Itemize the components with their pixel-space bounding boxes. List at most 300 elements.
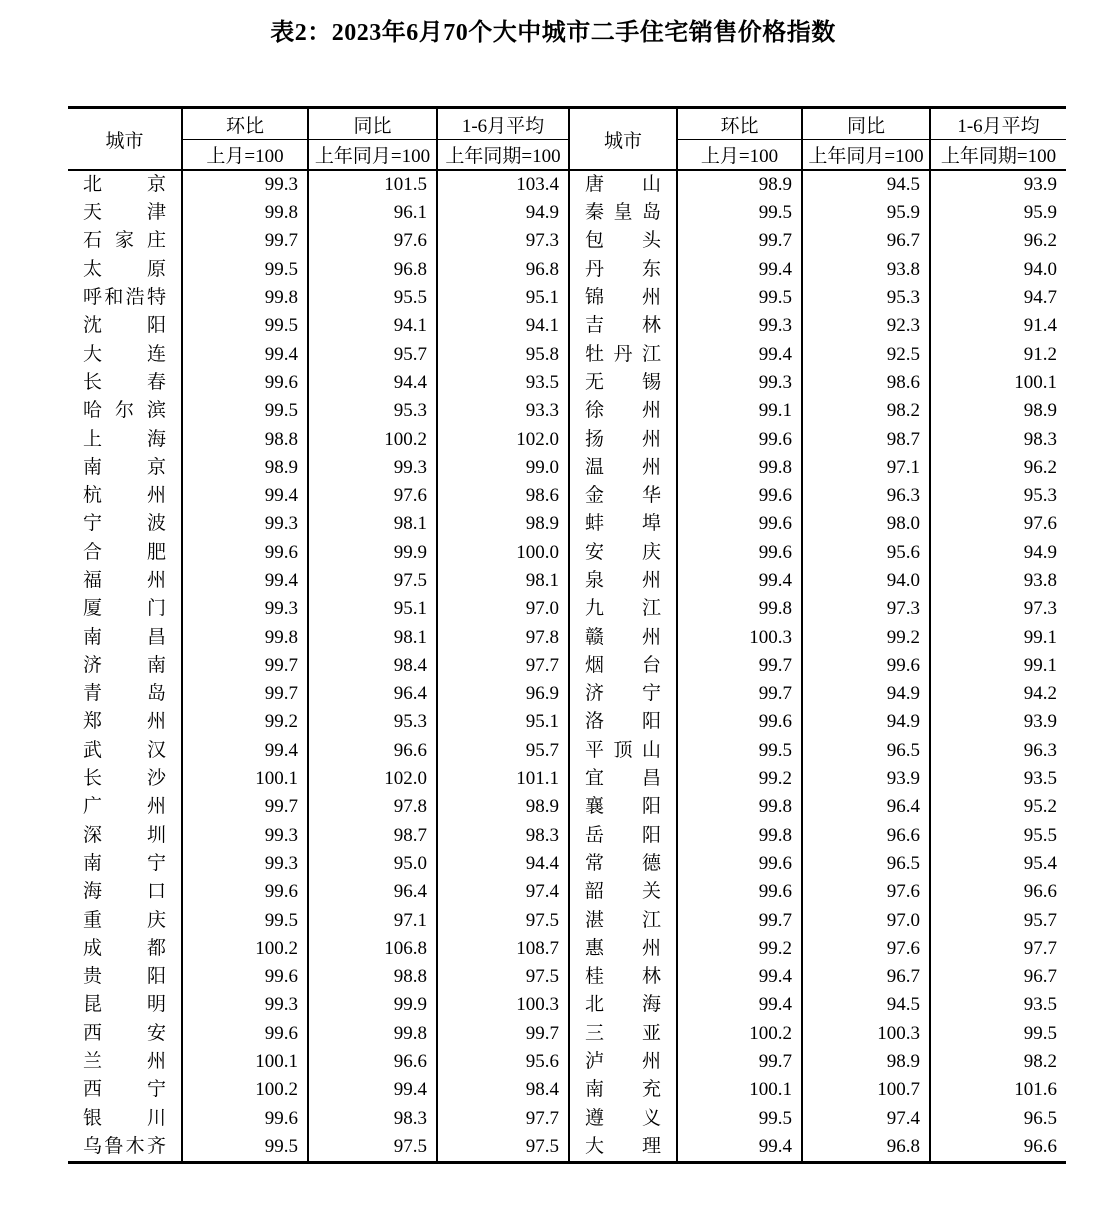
mom-value: 99.4: [677, 991, 802, 1019]
avg-value: 94.9: [930, 539, 1066, 567]
yoy-value: 97.6: [308, 482, 437, 510]
avg-value: 93.5: [437, 369, 569, 397]
yoy-value: 95.3: [802, 284, 930, 312]
mom-value: 99.7: [182, 793, 308, 821]
yoy-value: 95.6: [802, 539, 930, 567]
city-name: 武 汉: [83, 739, 166, 761]
yoy-value: 101.5: [308, 170, 437, 199]
table-row: [68, 170, 1066, 199]
yoy-value: 97.4: [802, 1105, 930, 1133]
city-cell: [68, 595, 182, 623]
avg-value: 101.6: [930, 1076, 1066, 1104]
mom-value: 99.3: [182, 822, 308, 850]
table-row: [68, 737, 1066, 765]
city-cell: [68, 878, 182, 906]
avg-value: 96.5: [930, 1105, 1066, 1133]
yoy-value: 96.5: [802, 850, 930, 878]
avg-value: 97.5: [437, 906, 569, 934]
city-cell: [68, 935, 182, 963]
city-cell: [68, 623, 182, 651]
city-name: 太 原: [83, 258, 166, 280]
city-name: 济 南: [83, 654, 166, 676]
yoy-value: 99.3: [308, 454, 437, 482]
avg-value: 98.9: [437, 793, 569, 821]
avg-value: 93.9: [930, 708, 1066, 736]
city-name: 秦 皇 岛: [585, 202, 661, 224]
city-name: 无 锡: [585, 371, 661, 393]
yoy-value: 99.9: [308, 991, 437, 1019]
city-name: 上 海: [83, 428, 166, 450]
table-row: [68, 991, 1066, 1019]
avg-value: 98.1: [437, 567, 569, 595]
city-cell: [68, 680, 182, 708]
city-name: 韶 关: [585, 881, 661, 903]
city-cell: [68, 425, 182, 453]
city-cell: [569, 340, 677, 368]
yoy-value: 96.8: [802, 1133, 930, 1163]
mom-value: 99.4: [677, 256, 802, 284]
city-cell: [68, 822, 182, 850]
yoy-value: 97.5: [308, 1133, 437, 1163]
avg-value: 96.9: [437, 680, 569, 708]
table-row: [68, 510, 1066, 538]
avg-value: 94.7: [930, 284, 1066, 312]
yoy-value: 92.5: [802, 340, 930, 368]
city-name: 成 都: [83, 937, 166, 959]
header-mom-left: 环比: [182, 108, 308, 140]
header-avg-right: 1-6月平均: [930, 108, 1066, 140]
city-name: 惠 州: [585, 937, 661, 959]
table-row: [68, 963, 1066, 991]
table-row: [68, 935, 1066, 963]
mom-value: 99.8: [182, 284, 308, 312]
city-name: 北 海: [585, 994, 661, 1016]
table-row: [68, 822, 1066, 850]
mom-value: 98.8: [182, 425, 308, 453]
avg-value: 97.7: [437, 1105, 569, 1133]
city-cell: [569, 227, 677, 255]
yoy-value: 94.5: [802, 170, 930, 199]
yoy-value: 97.0: [802, 906, 930, 934]
avg-value: 97.4: [437, 878, 569, 906]
yoy-value: 92.3: [802, 312, 930, 340]
mom-value: 99.7: [182, 680, 308, 708]
city-name: 兰 州: [83, 1051, 166, 1073]
mom-value: 99.6: [677, 539, 802, 567]
mom-value: 99.8: [677, 595, 802, 623]
city-cell: [569, 397, 677, 425]
yoy-value: 96.6: [802, 822, 930, 850]
yoy-value: 95.0: [308, 850, 437, 878]
table-row: [68, 623, 1066, 651]
header-avg-base-left: 上年同期=100: [437, 140, 569, 171]
city-cell: [68, 1133, 182, 1163]
mom-value: 99.8: [182, 199, 308, 227]
city-name: 安 庆: [585, 541, 661, 563]
yoy-value: 99.8: [308, 1020, 437, 1048]
header-yoy-base-right: 上年同月=100: [802, 140, 930, 171]
city-cell: [569, 170, 677, 199]
city-cell: [68, 284, 182, 312]
avg-value: 96.2: [930, 227, 1066, 255]
city-cell: [68, 567, 182, 595]
city-name: 广 州: [83, 796, 166, 818]
city-name: 银 川: [83, 1107, 166, 1129]
avg-value: 95.7: [437, 737, 569, 765]
city-cell: [569, 1133, 677, 1163]
table-row: [68, 199, 1066, 227]
mom-value: 99.8: [182, 623, 308, 651]
city-name: 哈 尔 滨: [83, 400, 166, 422]
mom-value: 99.7: [182, 227, 308, 255]
avg-value: 97.6: [930, 510, 1066, 538]
city-cell: [569, 1020, 677, 1048]
mom-value: 99.7: [677, 906, 802, 934]
table-row: [68, 256, 1066, 284]
mom-value: 100.2: [182, 935, 308, 963]
yoy-value: 96.5: [802, 737, 930, 765]
avg-value: 95.6: [437, 1048, 569, 1076]
mom-value: 99.5: [182, 312, 308, 340]
city-name: 沈 阳: [83, 315, 166, 337]
avg-value: 97.7: [437, 652, 569, 680]
mom-value: 99.2: [182, 708, 308, 736]
yoy-value: 94.1: [308, 312, 437, 340]
avg-value: 97.3: [930, 595, 1066, 623]
city-cell: [68, 539, 182, 567]
mom-value: 99.7: [182, 652, 308, 680]
yoy-value: 99.2: [802, 623, 930, 651]
city-cell: [68, 652, 182, 680]
mom-value: 100.2: [677, 1020, 802, 1048]
city-name: 石 家 庄: [83, 230, 166, 252]
city-cell: [569, 256, 677, 284]
city-cell: [569, 878, 677, 906]
avg-value: 96.2: [930, 454, 1066, 482]
city-cell: [68, 312, 182, 340]
city-name: 济 宁: [585, 683, 661, 705]
city-cell: [569, 510, 677, 538]
mom-value: 99.6: [677, 708, 802, 736]
city-name: 桂 林: [585, 966, 661, 988]
yoy-value: 96.4: [802, 793, 930, 821]
mom-value: 99.5: [182, 906, 308, 934]
yoy-value: 98.8: [308, 963, 437, 991]
city-cell: [569, 850, 677, 878]
mom-value: 99.8: [677, 822, 802, 850]
mom-value: 99.1: [677, 397, 802, 425]
city-cell: [68, 991, 182, 1019]
city-name: 杭 州: [83, 485, 166, 507]
yoy-value: 97.1: [802, 454, 930, 482]
avg-value: 98.2: [930, 1048, 1066, 1076]
yoy-value: 98.6: [802, 369, 930, 397]
city-cell: [569, 906, 677, 934]
city-name: 厦 门: [83, 598, 166, 620]
yoy-value: 98.3: [308, 1105, 437, 1133]
yoy-value: 96.6: [308, 1048, 437, 1076]
mom-value: 99.5: [677, 284, 802, 312]
yoy-value: 96.4: [308, 878, 437, 906]
table-row: [68, 652, 1066, 680]
header-city-right: 城市: [569, 108, 677, 171]
mom-value: 99.4: [677, 340, 802, 368]
table-row: [68, 680, 1066, 708]
header-mom-base-right: 上月=100: [677, 140, 802, 171]
header-yoy-base-left: 上年同月=100: [308, 140, 437, 171]
yoy-value: 94.4: [308, 369, 437, 397]
mom-value: 99.6: [677, 878, 802, 906]
city-name: 大 理: [585, 1135, 661, 1157]
city-cell: [68, 1105, 182, 1133]
mom-value: 99.4: [182, 737, 308, 765]
avg-value: 102.0: [437, 425, 569, 453]
city-name: 郑 州: [83, 711, 166, 733]
yoy-value: 94.9: [802, 680, 930, 708]
city-name: 南 京: [83, 456, 166, 478]
page-title: 表2：2023年6月70个大中城市二手住宅销售价格指数: [270, 20, 836, 46]
avg-value: 91.4: [930, 312, 1066, 340]
mom-value: 99.5: [182, 256, 308, 284]
avg-value: 95.3: [930, 482, 1066, 510]
table-row: [68, 595, 1066, 623]
header-avg-base-right: 上年同期=100: [930, 140, 1066, 171]
yoy-value: 98.0: [802, 510, 930, 538]
mom-value: 99.4: [182, 567, 308, 595]
mom-value: 99.3: [182, 850, 308, 878]
city-cell: [68, 369, 182, 397]
avg-value: 94.2: [930, 680, 1066, 708]
city-cell: [569, 284, 677, 312]
table-row: [68, 1133, 1066, 1163]
yoy-value: 97.6: [308, 227, 437, 255]
avg-value: 100.0: [437, 539, 569, 567]
mom-value: 99.7: [677, 652, 802, 680]
yoy-value: 98.7: [308, 822, 437, 850]
city-cell: [68, 482, 182, 510]
table-row: [68, 878, 1066, 906]
city-cell: [569, 1105, 677, 1133]
yoy-value: 106.8: [308, 935, 437, 963]
avg-value: 95.5: [930, 822, 1066, 850]
yoy-value: 100.7: [802, 1076, 930, 1104]
city-name: 海 口: [83, 881, 166, 903]
mom-value: 99.6: [677, 425, 802, 453]
yoy-value: 97.1: [308, 906, 437, 934]
city-cell: [569, 425, 677, 453]
city-cell: [569, 567, 677, 595]
avg-value: 93.9: [930, 170, 1066, 199]
yoy-value: 98.9: [802, 1048, 930, 1076]
yoy-value: 93.8: [802, 256, 930, 284]
city-cell: [569, 935, 677, 963]
avg-value: 108.7: [437, 935, 569, 963]
mom-value: 100.3: [677, 623, 802, 651]
yoy-value: 98.1: [308, 510, 437, 538]
city-name: 唐 山: [585, 174, 661, 195]
city-name: 宁 波: [83, 513, 166, 535]
yoy-value: 100.2: [308, 425, 437, 453]
table-row: [68, 397, 1066, 425]
city-name: 呼 和 浩 特: [83, 287, 166, 309]
city-name: 九 江: [585, 598, 661, 620]
avg-value: 94.1: [437, 312, 569, 340]
city-name: 泸 州: [585, 1051, 661, 1073]
avg-value: 96.7: [930, 963, 1066, 991]
avg-value: 100.1: [930, 369, 1066, 397]
mom-value: 98.9: [677, 170, 802, 199]
table-row: [68, 227, 1066, 255]
yoy-value: 95.1: [308, 595, 437, 623]
yoy-value: 94.5: [802, 991, 930, 1019]
avg-value: 99.1: [930, 623, 1066, 651]
city-cell: [569, 793, 677, 821]
avg-value: 94.9: [437, 199, 569, 227]
yoy-value: 96.7: [802, 963, 930, 991]
mom-value: 99.4: [677, 1133, 802, 1163]
city-cell: [68, 256, 182, 284]
mom-value: 100.1: [182, 765, 308, 793]
city-cell: [569, 623, 677, 651]
yoy-value: 102.0: [308, 765, 437, 793]
yoy-value: 99.4: [308, 1076, 437, 1104]
city-name: 北 京: [83, 174, 166, 195]
header-row-bases: [68, 140, 1066, 171]
avg-value: 98.9: [437, 510, 569, 538]
city-cell: [569, 312, 677, 340]
city-cell: [68, 227, 182, 255]
city-cell: [68, 1020, 182, 1048]
city-name: 天 津: [83, 202, 166, 224]
mom-value: 99.6: [182, 1105, 308, 1133]
city-cell: [569, 991, 677, 1019]
avg-value: 99.7: [437, 1020, 569, 1048]
mom-value: 99.4: [677, 567, 802, 595]
city-cell: [68, 906, 182, 934]
avg-value: 99.5: [930, 1020, 1066, 1048]
yoy-value: 93.9: [802, 765, 930, 793]
city-cell: [569, 1048, 677, 1076]
yoy-value: 96.7: [802, 227, 930, 255]
avg-value: 95.1: [437, 708, 569, 736]
price-index-table: [68, 106, 1066, 1164]
city-name: 宜 昌: [585, 768, 661, 790]
city-name: 南 宁: [83, 852, 166, 874]
city-cell: [569, 737, 677, 765]
avg-value: 96.6: [930, 878, 1066, 906]
city-name: 牡 丹 江: [585, 343, 661, 365]
city-cell: [68, 708, 182, 736]
avg-value: 97.5: [437, 963, 569, 991]
header-city-left: 城市: [68, 108, 182, 171]
city-name: 烟 台: [585, 654, 661, 676]
yoy-value: 98.2: [802, 397, 930, 425]
yoy-value: 95.7: [308, 340, 437, 368]
avg-value: 97.7: [930, 935, 1066, 963]
yoy-value: 97.8: [308, 793, 437, 821]
city-name: 重 庆: [83, 909, 166, 931]
city-name: 三 亚: [585, 1022, 661, 1044]
city-cell: [569, 1076, 677, 1104]
mom-value: 99.5: [182, 397, 308, 425]
city-name: 丹 东: [585, 258, 661, 280]
city-cell: [68, 850, 182, 878]
avg-value: 98.3: [437, 822, 569, 850]
table-row: [68, 708, 1066, 736]
avg-value: 98.3: [930, 425, 1066, 453]
yoy-value: 97.5: [308, 567, 437, 595]
mom-value: 99.8: [677, 454, 802, 482]
mom-value: 99.3: [677, 369, 802, 397]
city-name: 昆 明: [83, 994, 166, 1016]
mom-value: 99.5: [182, 1133, 308, 1163]
table-row: [68, 793, 1066, 821]
avg-value: 100.3: [437, 991, 569, 1019]
avg-value: 93.3: [437, 397, 569, 425]
mom-value: 99.3: [182, 595, 308, 623]
city-name: 遵 义: [585, 1107, 661, 1129]
avg-value: 95.4: [930, 850, 1066, 878]
city-name: 徐 州: [585, 400, 661, 422]
mom-value: 99.4: [182, 340, 308, 368]
city-name: 合 肥: [83, 541, 166, 563]
table-row: [68, 906, 1066, 934]
city-name: 包 头: [585, 230, 661, 252]
yoy-value: 94.0: [802, 567, 930, 595]
city-name: 温 州: [585, 456, 661, 478]
avg-value: 93.5: [930, 991, 1066, 1019]
yoy-value: 95.9: [802, 199, 930, 227]
yoy-value: 94.9: [802, 708, 930, 736]
city-name: 长 沙: [83, 768, 166, 790]
city-name: 南 昌: [83, 626, 166, 648]
city-cell: [68, 510, 182, 538]
avg-value: 96.3: [930, 737, 1066, 765]
city-cell: [68, 397, 182, 425]
avg-value: 94.4: [437, 850, 569, 878]
city-name: 洛 阳: [585, 711, 661, 733]
table-body: [68, 170, 1066, 1162]
avg-value: 97.5: [437, 1133, 569, 1163]
mom-value: 100.1: [677, 1076, 802, 1104]
yoy-value: 98.7: [802, 425, 930, 453]
avg-value: 98.9: [930, 397, 1066, 425]
yoy-value: 95.3: [308, 397, 437, 425]
table-row: [68, 482, 1066, 510]
mom-value: 99.6: [182, 963, 308, 991]
yoy-value: 99.9: [308, 539, 437, 567]
city-cell: [68, 454, 182, 482]
header-yoy-left: 同比: [308, 108, 437, 140]
table-row: [68, 1020, 1066, 1048]
mom-value: 99.5: [677, 1105, 802, 1133]
city-name: 吉 林: [585, 315, 661, 337]
city-cell: [569, 454, 677, 482]
table-row: [68, 539, 1066, 567]
city-name: 锦 州: [585, 287, 661, 309]
avg-value: 95.8: [437, 340, 569, 368]
table-row: [68, 284, 1066, 312]
city-name: 岳 阳: [585, 824, 661, 846]
city-cell: [68, 340, 182, 368]
avg-value: 97.0: [437, 595, 569, 623]
city-name: 赣 州: [585, 626, 661, 648]
table-row: [68, 765, 1066, 793]
city-cell: [68, 793, 182, 821]
avg-value: 95.7: [930, 906, 1066, 934]
table-row: [68, 1076, 1066, 1104]
yoy-value: 96.8: [308, 256, 437, 284]
